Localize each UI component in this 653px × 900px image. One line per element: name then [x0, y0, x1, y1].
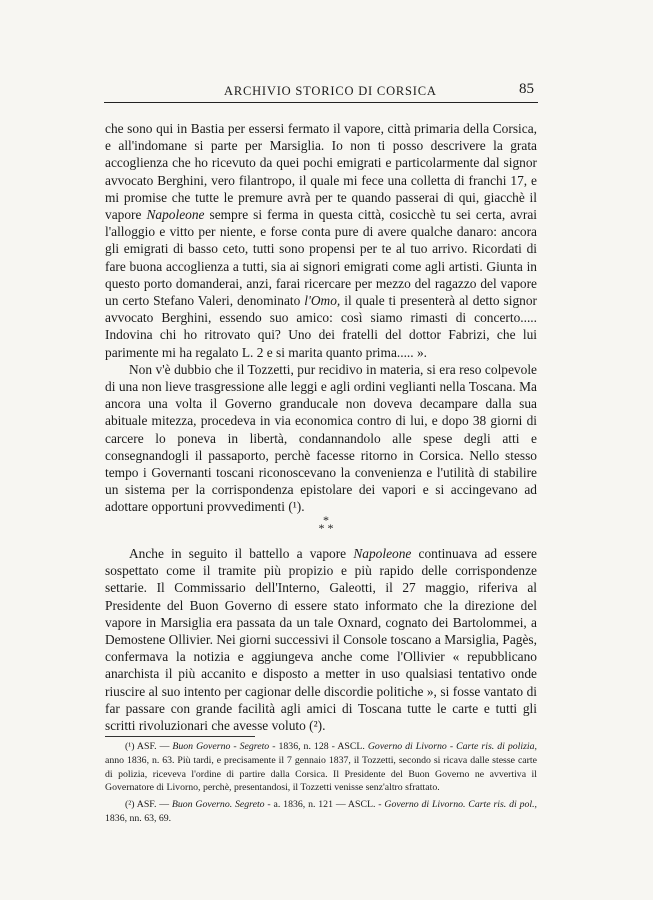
ship-name: Napoleone: [146, 207, 205, 223]
asterism-top: *: [323, 513, 329, 527]
page-number: 85: [519, 81, 534, 97]
napoleone-text-1: Anche in seguito il battello a vapore: [129, 546, 354, 561]
footnote-1-text-2: anno 1836, n. 63. Più tardi, e precisamente il 7 gennaio 1837, il Tozzetti, secondo si ricava dalle stesse carte di polizia, riceveva l'ordine di partire dalla Corsica. Il Presidente del Buon Governo ne avvertiva il Governatore di Livorno, perchè, presentandosi, il Tozzetti venisse senz'altro sfrattato.: [105, 754, 537, 794]
quoted-letter-text-3: il quale ti presenterà al detto signor avvocato Berghini, essendo suo amico: così siamo rimasti di concerto..... Indovina chi ho ritrovato qui? Uno dei fratelli del dottor Fabrizi, che lui parimente mi ha regalato L. 2 e si marita quanto prima..... ».: [105, 293, 537, 360]
footnote-2-marker: (²) ASF. —: [125, 799, 172, 811]
footnote-1-source-1: Buon Governo - Segreto: [172, 741, 270, 752]
footnote-2-source-1: Buon Governo. Segreto: [171, 799, 265, 811]
footnote-1: [105, 740, 537, 795]
text-block-upper: [105, 120, 537, 516]
quoted-letter-paragraph: [105, 120, 537, 361]
footnote-1-source-2: Governo di Livorno - Carte ris. di polizia,: [367, 741, 537, 752]
page-header: [104, 80, 538, 103]
footnote-2: [105, 798, 537, 826]
footnote-rule: [105, 736, 255, 737]
footnote-1-marker: (¹) ASF. —: [125, 741, 173, 752]
quoted-letter-text-1: che sono qui in Bastia per essersi fermato il vapore, città primaria della Corsica, e all'indomane si parte per Marsiglia. Io non ti posso descrivere la grata accoglienza che ho ricevuto da quei pochi emigrati e particolarmente dal signor avvocato Berghini, vero filantropo, il quale mi fece una colletta di franchi 17, e mi promise che tutte le premure avrà per te quando passerai di qui, giacchè il vapore: [105, 121, 537, 223]
footnote-2-text-2: 1836, nn. 63, 69.: [105, 812, 172, 824]
running-title: ARCHIVIO STORICO DI CORSICA: [224, 84, 437, 98]
tozzetti-paragraph: Non v'è dubbio che il Tozzetti, pur recidivo in materia, si era reso colpevole di una non lieve trasgressione alle leggi e agli ordini veglianti nella Toscana. Ma ancora una volta il Governo granducale non doveva decampare dalla sua abituale mitezza, procedeva in via economica contro di lui, e dopo 38 giorni di carcere lo poneva in libertà, condannandolo alle spese degli atti e consegnandogli il passaporto, perchè facesse ritorno in Corsica. Nello stesso tempo i Governanti toscani riconoscevano la convenienza e l'utilità di stabilire un sistema per la corrispondenza epistolare dei vapori e si accingevano ad adottare opportuni provvedimenti (¹).: [105, 361, 537, 515]
footnote-2-text-1: - a. 1836, n. 121 — ASCL. -: [264, 799, 385, 811]
footnote-1-text-1: - 1836, n. 128 - ASCL.: [269, 741, 368, 752]
text-block-lower: [105, 545, 537, 734]
napoleone-paragraph: [105, 545, 537, 734]
footnote-2-source-2: Governo di Livorno. Carte ris. di pol.,: [384, 799, 537, 811]
quoted-letter-text-2: sempre si ferma in questa città, cosicchè tu sei certa, avrai l'alloggio e vitto per niente, e forse conta pure di avere qualche danaro: ancora gli emigrati di basso ceto, tutti sono propensi per te al tuo arrivo. Ricordati di fare buona accoglienza a tutti, sia ai signori emigrati come agli artisti. Giunta in questo porto domanderai, anzi, farai ricercare per mezzo del ragazzo del vapore un certo Stefano Valeri, denominato: [105, 207, 538, 309]
nickname: l'Omo,: [304, 293, 341, 309]
section-asterism: [314, 513, 338, 536]
ship-name-2: Napoleone: [353, 546, 412, 561]
asterism-bottom: * *: [318, 521, 334, 535]
napoleone-text-2: continuava ad essere sospettato come il tramite più propizio e più rapido delle corrispondenze settarie. Il Commissario dell'Interno, Galeotti, il 27 maggio, riferiva al Presidente del Buon Governo di essere stato informato che la direzione del vapore in Marsiglia era passata da un tale Oxnard, cognato dei Bartolommei, a Demostene Ollivier. Nei giorni successivi il Console toscano a Marsiglia, Pagès, confermava la notizia e aggiungeva anche come l'Ollivier « repubblicano anarchista il più accanito e disposto a metter in uso qualsiasi tentativo onde riuscire al suo intento per cagionar delle discordie politiche », si fosse vantato di far passare con grande facilità agli amici di Toscana tutte le carte e tutti gli scritti rivoluzionari che avesse voluto (²).: [105, 546, 537, 734]
footnotes: [105, 740, 537, 826]
